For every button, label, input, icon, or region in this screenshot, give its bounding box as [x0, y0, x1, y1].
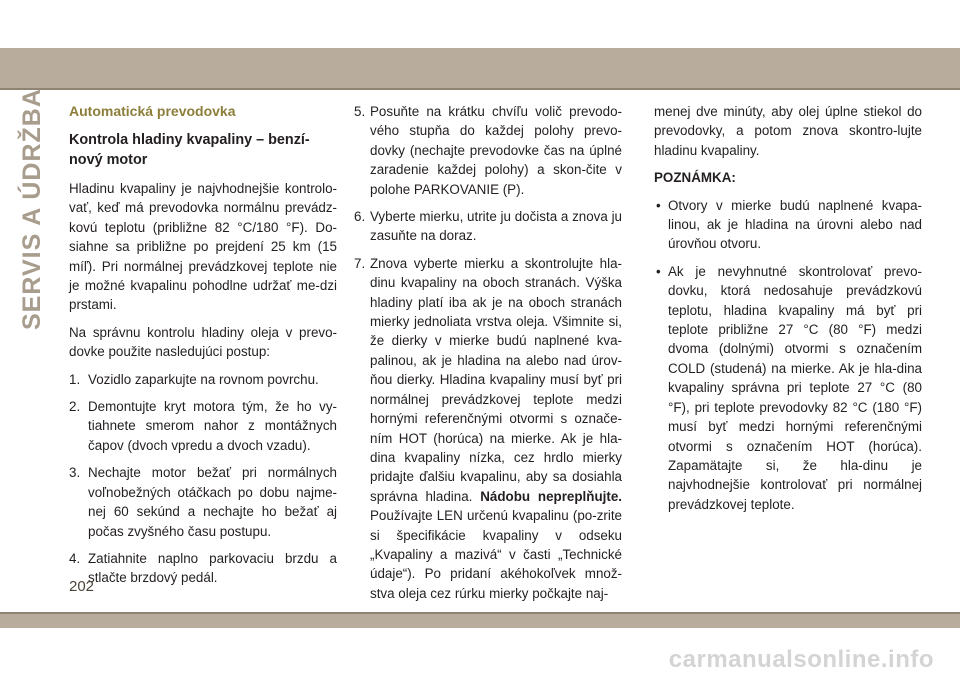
- step-warning: Nádobu nepreplňujte.: [480, 488, 622, 504]
- step-item-5: [354, 102, 622, 199]
- step-number: 7.: [354, 255, 366, 271]
- step-number: 3.: [69, 465, 81, 481]
- step-item-1: [69, 370, 337, 389]
- step-item-3: [69, 463, 337, 541]
- note-text: Ak je nevyhnutné skontrolovať prevo-dovku, ktorá nedosahuje prevádzkovú teplotu, hladina kvapaliny má byť pri teplote približne 27 °C (80 °F) medzi dvoma (dolnými) otvormi s označením COLD (studená) na mierke. Ak je hla-dina kvapaliny správna pri teplote 27 °C (80 °F), pri teplote prevodovky 82 °C (180 °F) musí byť medzi hornými referenčnými otvormi s označením HOT (horúca). Zapamätajte si, že hla-dinu je najvhodnejšie kontrolovať pri normálnej prevádzkovej teplote.: [668, 263, 922, 512]
- subheading: Kontrola hladiny kvapaliny – benzí- nový motor: [69, 132, 310, 168]
- note-text: Otvory v mierke budú naplnené kvapa-linou, ak je hladina na úrovni alebo nad úrovňou otvoru.: [668, 197, 922, 252]
- column-1: [69, 102, 337, 596]
- step-text: Zatiahnite naplno parkovaciu brzdu a stlačte brzdový pedál.: [88, 550, 337, 586]
- step-item-4: [69, 549, 337, 588]
- note-bullet-2: [656, 262, 922, 514]
- header-rule: [0, 88, 960, 90]
- step-text: Nechajte motor bežať pri normálnych voľnobežných otáčkach po dobu najme-nej 60 sekúnd a nechajte ho bežať aj počas zvyšného času postupu.: [88, 465, 337, 539]
- step-text: Vozidlo zaparkujte na rovnom povrchu.: [88, 371, 319, 387]
- column-2: [354, 102, 622, 611]
- intro-paragraph-1: Hladinu kvapaliny je najvhodnejšie kontrolo-vať, keď má prevodovka normálnu prevádz-kovú teplotu (približne 82 °C/180 °F). Do-siahne sa približne po prejdení 25 km (15 míľ). Pri normálnej prevádzkovej teplote nie je možné kvapalinu pohodlne udržať me-dzi prstami.: [69, 181, 337, 313]
- step-number: 4.: [69, 550, 81, 566]
- chapter-side-title: SERVIS A ÚDRŽBA: [18, 88, 46, 330]
- watermark: carmanualsonline.info: [668, 646, 934, 673]
- step-number: 6.: [354, 209, 366, 225]
- note-bullet-1: [656, 196, 922, 254]
- header-band: [0, 48, 960, 88]
- step-text: Posuňte na krátku chvíľu volič prevodo-vého stupňa do každej polohy prevo-dovky (nechajte prevodovke čas na úplné zaradenie každej polohy) a skon-čite v polohe PARKOVANIE (P).: [370, 104, 622, 197]
- step-number: 2.: [69, 399, 81, 415]
- bullet-icon: •: [656, 197, 661, 213]
- step-number: 1.: [69, 371, 81, 387]
- footer-band: [0, 614, 960, 628]
- step-text-start: Znova vyberte mierku a skontrolujte hla-dinu kvapaliny na oboch stranách. Výška hladiny platí iba ak je na oboch stranách mierky jednoliata vrstva oleja. Všimnite si, že dierky v mierke budú naplnené kva-palinou, ak je hladina na alebo nad úrov-ňou dierky. Hladina kvapaliny musí byť pri normálnej prevádzkovej teplote medzi hornými referenčnými otvormi s označe-ním HOT (horúca) na mierke. Ak je hla-dina kvapaliny nízka, cez hrdlo mierky pridajte ďalšiu kvapalinu, aby sa dosiahla správna hladina.: [370, 255, 622, 504]
- step-text-continued: Používajte LEN určenú kvapalinu (po-zrite si špecifikácie kvapaliny v odseku „Kvapaliny a mazivá“ v časti „Technické údaje“). Po pridaní akéhokoľvek množ-stva oleja cez rúrku mierky počkajte naj-: [370, 508, 622, 601]
- section-title: Automatická prevodovka: [69, 103, 236, 119]
- step-item-7: [354, 254, 622, 603]
- note-label: POZNÁMKA:: [654, 170, 736, 186]
- page-number: 202: [69, 578, 95, 595]
- step-item-6: [354, 207, 622, 246]
- step-7-continuation: menej dve minúty, aby olej úplne stiekol do prevodovky, a potom znova skontro-lujte hladinu kvapaliny.: [654, 104, 922, 158]
- top-margin: [0, 0, 960, 48]
- step-item-2: [69, 397, 337, 455]
- step-text: Demontujte kryt motora tým, že ho vy-tiahnete smerom nahor z montážnych čapov (dvoch vpredu a dvoch vzadu).: [88, 399, 337, 453]
- step-text: Vyberte mierku, utrite ju dočista a znova ju zasuňte na doraz.: [370, 209, 622, 244]
- intro-paragraph-2: Na správnu kontrolu hladiny oleja v prevo-dovke použite nasledujúci postup:: [69, 324, 337, 360]
- column-3: [654, 102, 922, 522]
- bullet-icon: •: [656, 263, 661, 279]
- step-number: 5.: [354, 104, 366, 119]
